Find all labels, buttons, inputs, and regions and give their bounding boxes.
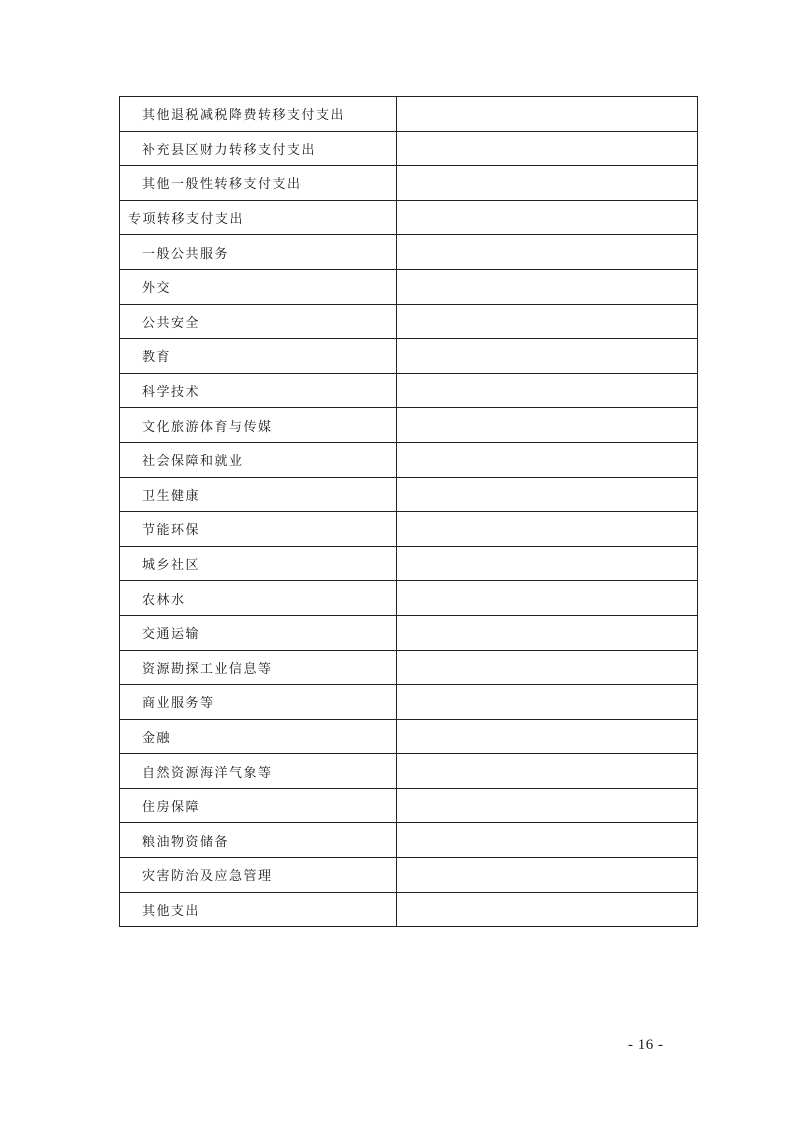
table-row	[120, 754, 698, 789]
budget-table-body	[120, 97, 698, 927]
table-row	[120, 97, 698, 132]
table-row	[120, 235, 698, 270]
row-label: 其他一般性转移支付支出	[120, 166, 397, 201]
table-row	[120, 823, 698, 858]
table-row	[120, 304, 698, 339]
table-row	[120, 131, 698, 166]
row-label: 社会保障和就业	[120, 442, 397, 477]
table-row	[120, 166, 698, 201]
row-label: 外交	[120, 269, 397, 304]
row-value-cell	[397, 546, 698, 581]
table-row	[120, 269, 698, 304]
row-value-cell	[397, 788, 698, 823]
row-value-cell	[397, 235, 698, 270]
row-value-cell	[397, 269, 698, 304]
row-label: 城乡社区	[120, 546, 397, 581]
table-row	[120, 615, 698, 650]
row-label: 补充县区财力转移支付支出	[120, 131, 397, 166]
row-label: 商业服务等	[120, 685, 397, 720]
table-row	[120, 892, 698, 927]
row-value-cell	[397, 892, 698, 927]
row-value-cell	[397, 477, 698, 512]
row-label: 农林水	[120, 581, 397, 616]
row-value-cell	[397, 823, 698, 858]
row-label: 文化旅游体育与传媒	[120, 408, 397, 443]
row-value-cell	[397, 512, 698, 547]
row-value-cell	[397, 615, 698, 650]
table-row	[120, 373, 698, 408]
row-label: 自然资源海洋气象等	[120, 754, 397, 789]
page-number: - 16 -	[628, 1037, 664, 1053]
row-label: 其他退税减税降费转移支付支出	[120, 97, 397, 132]
row-value-cell	[397, 304, 698, 339]
row-label: 金融	[120, 719, 397, 754]
row-label: 节能环保	[120, 512, 397, 547]
table-row	[120, 685, 698, 720]
table-row	[120, 546, 698, 581]
row-value-cell	[397, 650, 698, 685]
table-row	[120, 477, 698, 512]
row-value-cell	[397, 408, 698, 443]
row-value-cell	[397, 200, 698, 235]
row-value-cell	[397, 581, 698, 616]
row-value-cell	[397, 131, 698, 166]
table-row	[120, 200, 698, 235]
table-row	[120, 408, 698, 443]
table-row	[120, 442, 698, 477]
row-label: 其他支出	[120, 892, 397, 927]
row-label: 卫生健康	[120, 477, 397, 512]
row-value-cell	[397, 685, 698, 720]
row-label: 住房保障	[120, 788, 397, 823]
table-row	[120, 581, 698, 616]
row-value-cell	[397, 754, 698, 789]
table-row	[120, 650, 698, 685]
row-label: 一般公共服务	[120, 235, 397, 270]
table-row	[120, 788, 698, 823]
row-value-cell	[397, 719, 698, 754]
budget-table	[119, 96, 698, 927]
row-label: 灾害防治及应急管理	[120, 858, 397, 893]
row-label: 教育	[120, 339, 397, 374]
row-label: 资源勘探工业信息等	[120, 650, 397, 685]
row-value-cell	[397, 858, 698, 893]
row-label: 粮油物资储备	[120, 823, 397, 858]
table-row	[120, 512, 698, 547]
row-label: 交通运输	[120, 615, 397, 650]
row-label: 公共安全	[120, 304, 397, 339]
row-label: 专项转移支付支出	[120, 200, 397, 235]
row-value-cell	[397, 166, 698, 201]
table-row	[120, 339, 698, 374]
row-label: 科学技术	[120, 373, 397, 408]
row-value-cell	[397, 442, 698, 477]
row-value-cell	[397, 373, 698, 408]
row-value-cell	[397, 97, 698, 132]
row-value-cell	[397, 339, 698, 374]
table-row	[120, 719, 698, 754]
table-row	[120, 858, 698, 893]
